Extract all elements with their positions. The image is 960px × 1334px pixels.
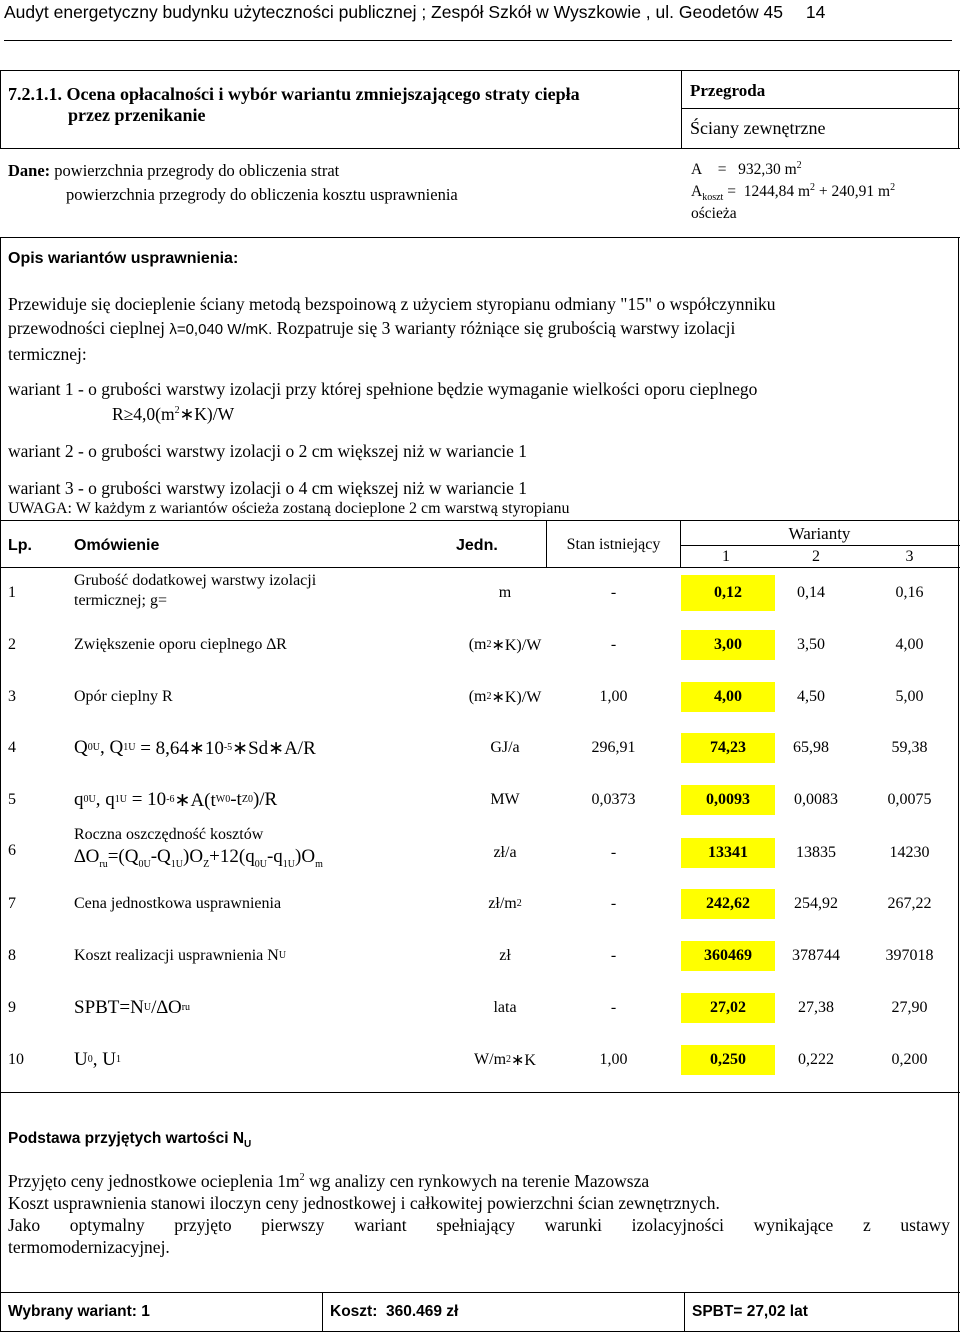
page-number: 14 xyxy=(805,2,826,22)
opis-heading: Opis wariantów usprawnienia: xyxy=(8,250,239,267)
th-w2: 2 xyxy=(812,547,820,565)
th-lp: Lp. xyxy=(8,537,32,554)
przegroda-value: Ściany zewnętrzne xyxy=(690,118,826,138)
przegroda-label: Przegroda xyxy=(690,81,766,100)
th-jedn: Jedn. xyxy=(456,537,498,554)
wariant-3-text: wariant 3 - o grubości warstwy izolacji o 4 cm większej niż w wariancie 1 xyxy=(8,478,527,498)
summary-spbt: SPBT= 27,02 lat xyxy=(692,1303,808,1320)
summary-koszt: Koszt: 360.469 zł xyxy=(330,1303,459,1320)
uwaga-text: UWAGA: W każdym z wariantów ościeża zostaną docieplone 2 cm warstwą styropianu xyxy=(8,500,570,517)
document-header xyxy=(4,2,825,23)
header-title: Audyt energetyczny budynku użyteczności publicznej ; Zespół Szkół w Wyszkowie , ul. Geodetów 45 xyxy=(4,2,783,22)
th-w3: 3 xyxy=(905,547,914,565)
section-heading: 7.2.1.1. Ocena opłacalności i wybór wariantu zmniejszającego straty ciepła przez przenikanie xyxy=(8,84,580,125)
header-rule xyxy=(4,40,952,41)
wariant-1-text: wariant 1 - o grubości warstwy izolacji przy której spełnione będzie wymaganie wielkości oporu cieplnego xyxy=(8,379,758,399)
summary-wariant: Wybrany wariant: 1 xyxy=(8,1303,150,1320)
wariant-2-text: wariant 2 - o grubości warstwy izolacji o 2 cm większej niż w wariancie 1 xyxy=(8,441,527,461)
opis-paragraph: Przewiduje się docieplenie ściany metodą bezspoinową z użyciem styropianu odmiany "15" o współczynniku przewodności cieplnej λ=0,040 W/mK. Rozpatruje się 3 warianty różniące się grubością warstwy izolacji termicznej: xyxy=(8,294,776,364)
dane-block: Dane: powierzchnia przegrody do obliczenia strat powierzchnia przegrody do obliczenia kosztu usprawnienia xyxy=(8,161,458,204)
podstawa-heading: Podstawa przyjętych wartości $N_U$ xyxy=(8,1130,252,1151)
dane-values: A = 932,30 $m^2$ $A_{koszt} = 1244,84$ $m^2 + 240,91$ $m^2$ ościeża xyxy=(691,159,896,222)
th-w1: 1 xyxy=(722,547,730,565)
th-omowienie: Omówienie xyxy=(74,537,160,554)
wariant-1-formula: $R\ge 4,0(m^2∗K)/W$ xyxy=(112,404,235,424)
podstawa-text: Przyjęto ceny jednostkowe ocieplenia $1m^2$ wg analizy cen rynkowych na terenie Mazowsza Koszt usprawnienia stanowi iloczyn ceny jednostkowej i całkowitej powierzchni ścian zewnętrznych. Jako optymalny przyjęto pierwszy wariant spełniający warunki izolacyjności wynikające z ustawy termomodernizacyjnej. xyxy=(8,1171,950,1257)
th-stan: Stan istniejący xyxy=(566,535,661,553)
th-warianty: Warianty xyxy=(788,523,851,543)
